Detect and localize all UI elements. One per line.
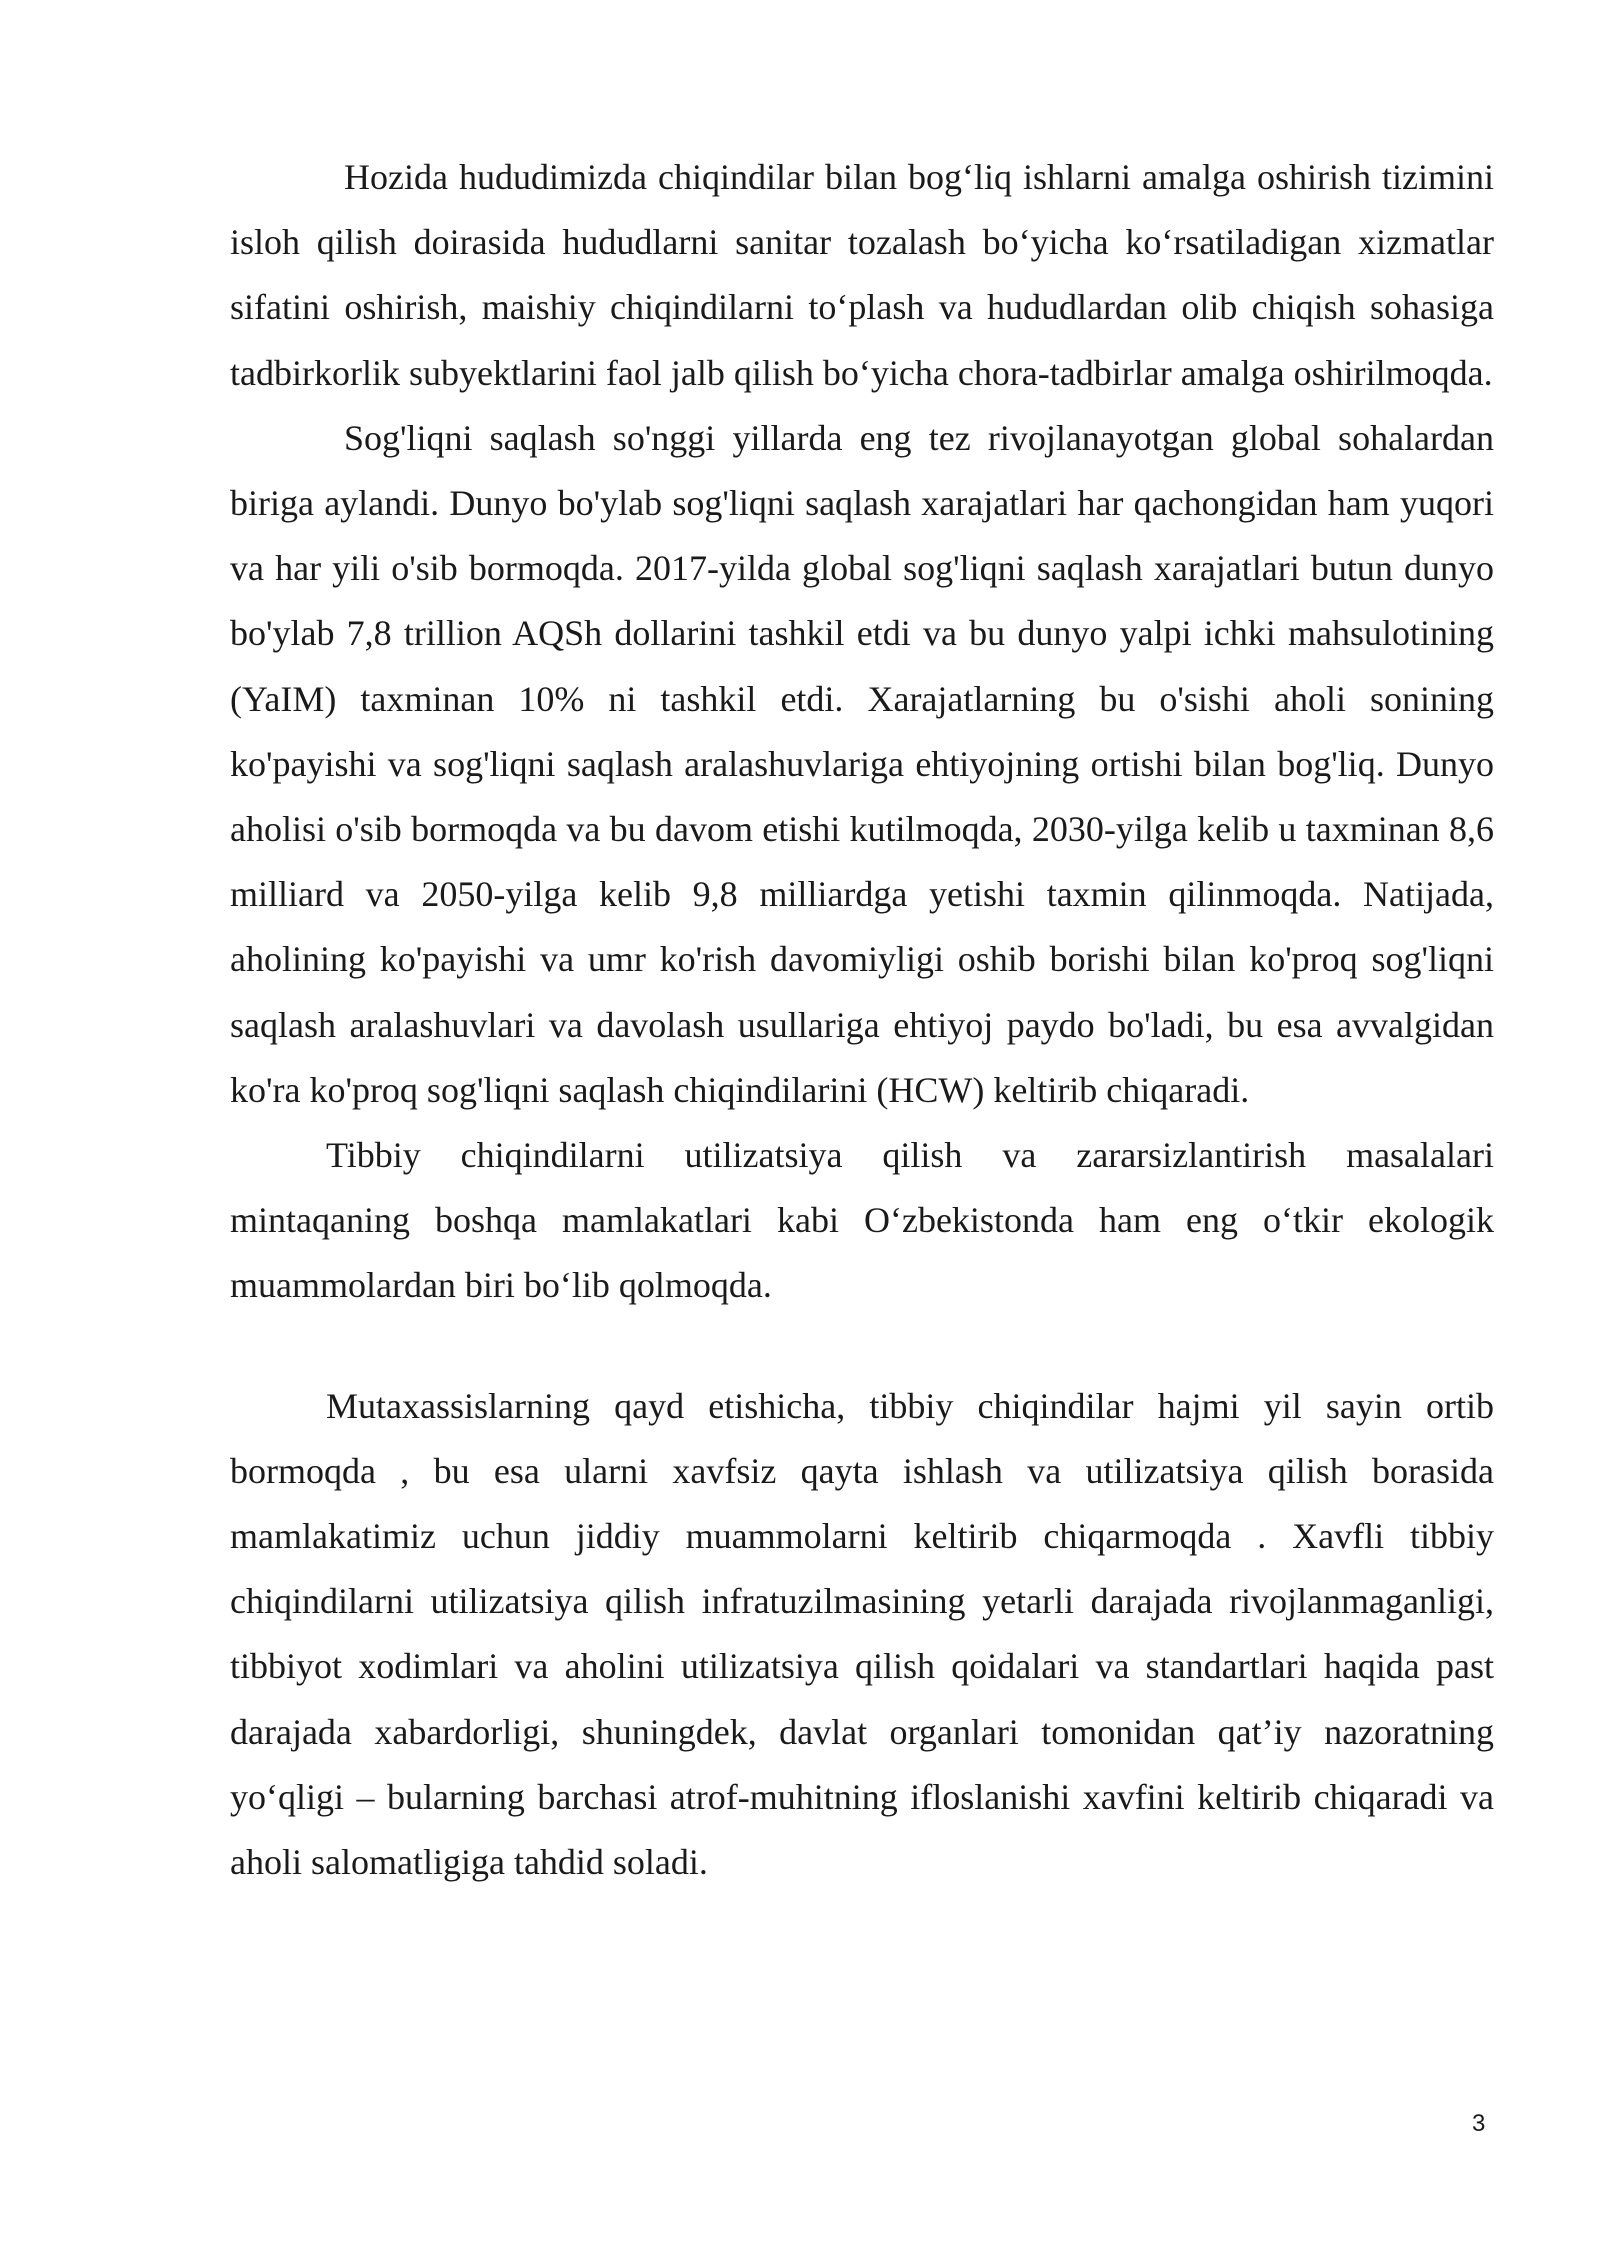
page-number: 3	[1472, 2110, 1486, 2137]
paragraph-medical-waste-problem: Tibbiy chiqindilarni utilizatsiya qilish va zararsizlantirish masalalari mintaqaning boshqa mamlakatlari kabi O‘zbekistonda ham eng o‘tkir ekologik muammolardan biri bo‘lib qolmoqda.	[230, 1135, 1494, 1306]
body-text	[230, 145, 1494, 1895]
paragraph-expert-opinion: Mutaxassislarning qayd etishicha, tibbiy chiqindilar hajmi yil sayin ortib bormoqda , bu esa ularni xavfsiz qayta ishlash va utilizatsiya qilish borasida mamlakatimiz uchun jiddiy muammolarni keltirib chiqarmoqda . Xavfli tibbiy chiqindilarni utilizatsiya qilish infratuzilmasining yetarli darajada rivojlanmaganligi, tibbiyot xodimlari va aholini utilizatsiya qilish qoidalari va standartlari haqida past darajada xabardorligi, shuningdek, davlat organlari tomonidan qat’iy nazoratning yo‘qligi – bularning barchasi atrof-muhitning ifloslanishi xavfini keltirib chiqaradi va aholi salomatligiga tahdid soladi.	[230, 1385, 1494, 1883]
paragraph-healthcare-growth: Sog'liqni saqlash so'nggi yillarda eng tez rivojlanayotgan global sohalardan biriga aylandi. Dunyo bo'ylab sog'liqni saqlash xarajatlari har qachongidan ham yuqori va har yili o'sib bormoqda. 2017-yilda global sog'liqni saqlash xarajatlari butun dunyo bo'ylab 7,8 trillion AQSh dollarini tashkil etdi va bu dunyo yalpi ichki mahsulotining (YaIM) taxminan 10% ni tashkil etdi. Xarajatlarning bu o'sishi aholi sonining ko'payishi va sog'liqni saqlash aralashuvlariga ehtiyojning ortishi bilan bog'liq. Dunyo aholisi o'sib bormoqda va bu davom etishi kutilmoqda, 2030-yilga kelib u taxminan 8,6 milliard va 2050-yilga kelib 9,8 milliardga yetishi taxmin qilinmoqda. Natijada, aholining ko'payishi va umr ko'rish davomiyligi oshib borishi bilan ko'proq sog'liqni saqlash aralashuvlari va davolash usullariga ehtiyoj paydo bo'ladi, bu esa avvalgidan ko'ra ko'proq sog'liqni saqlash chiqindilarini (HCW) keltirib chiqaradi.	[230, 417, 1494, 1110]
paragraph-waste-reform: Hozida hududimizda chiqindilar bilan bog‘liq ishlarni amalga oshirish tizimini isloh qilish doirasida hududlarni sanitar tozalash bo‘yicha ko‘rsatiladigan xizmatlar sifatini oshirish, maishiy chiqindilarni to‘plash va hududlardan olib chiqish sohasiga tadbirkorlik subyektlarini faol jalb qilish bo‘yicha chora-tadbirlar amalga oshirilmoqda.	[230, 157, 1494, 393]
